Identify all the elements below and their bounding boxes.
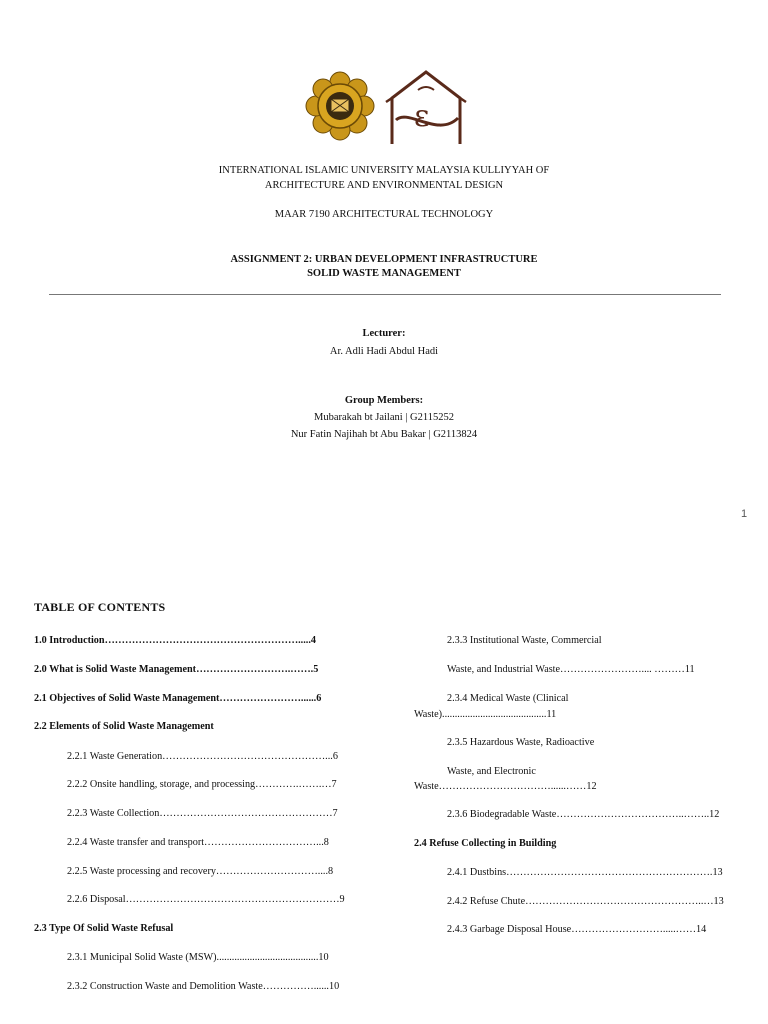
toc-entry: 2.2.3 Waste Collection……………………………………………7 (67, 808, 338, 819)
toc-entry: 1.0 Introduction………………………………………………….....4 (34, 635, 316, 646)
toc-entry: 2.3.6 Biodegradable Waste………………………………..……..12 (447, 809, 720, 820)
toc-entry: 2.2.5 Waste processing and recovery…………………………....8 (67, 866, 334, 877)
toc-entry: 2.4.2 Refuse Chute……………………………………………..…13 (447, 896, 724, 907)
toc-entry: 2.3.1 Municipal Solid Waste (MSW)........................................10 (67, 952, 329, 963)
toc-entry: 2.3.4 Medical Waste (Clinical (447, 693, 569, 704)
university-crest-icon (306, 72, 374, 140)
toc-entry: 2.1 Objectives of Solid Waste Management……………………......6 (34, 693, 322, 704)
toc-entry: Waste, and Industrial Waste…………………….... ………11 (447, 664, 695, 675)
toc-heading: TABLE OF CONTENTS (34, 600, 166, 614)
toc-entry: Waste, and Electronic (447, 766, 536, 777)
kulliyyah-house-logo-icon (386, 72, 466, 144)
toc-entry: 2.2 Elements of Solid Waste Management (34, 721, 214, 732)
toc-entry: 2.3.3 Institutional Waste, Commercial (447, 635, 602, 646)
toc-entry: 2.4.1 Dustbins…………………………………………………….13 (447, 867, 723, 878)
toc-entry: 2.3.5 Hazardous Waste, Radioactive (447, 737, 595, 748)
assignment-title-line1: ASSIGNMENT 2: URBAN DEVELOPMENT INFRASTRUCTURE (230, 254, 538, 265)
toc-entry: 2.4.3 Garbage Disposal House……………………….....……14 (447, 924, 707, 935)
toc-entry: 2.2.2 Onsite handling, storage, and processing………….…….…7 (67, 779, 337, 790)
toc-entry: 2.3 Type Of Solid Waste Refusal (34, 923, 174, 934)
assignment-title-line2: SOLID WASTE MANAGEMENT (307, 268, 461, 279)
toc-entry: 2.4 Refuse Collecting in Building (414, 838, 557, 849)
toc-entry: 2.3.2 Construction Waste and Demolition Waste……………......10 (67, 981, 340, 992)
logos (300, 66, 470, 146)
divider (49, 294, 721, 295)
lecturer-label: Lecturer: (362, 328, 406, 339)
toc-entry: 2.0 What is Solid Waste Management……………………….…….5 (34, 664, 319, 675)
toc-entry: 2.2.4 Waste transfer and transport……………………………...8 (67, 837, 329, 848)
university-name-line2: ARCHITECTURE AND ENVIRONMENTAL DESIGN (264, 180, 504, 191)
toc-entry: 2.2.6 Disposal………………………………………………………9 (67, 894, 345, 905)
university-name-line1: INTERNATIONAL ISLAMIC UNIVERSITY MALAYSIA KULLIYYAH OF (218, 165, 550, 176)
toc-entry: Waste).........................................11 (414, 709, 557, 720)
toc-entry: Waste……………………………......……12 (414, 781, 597, 792)
group-member-2: Nur Fatin Najihah bt Abu Bakar | G2113824 (290, 429, 478, 440)
group-member-1: Mubarakah bt Jailani | G2115252 (314, 412, 454, 423)
group-members-label: Group Members: (344, 395, 424, 406)
page-number: 1 (741, 508, 748, 520)
toc-entry: 2.2.1 Waste Generation…………………………………………...6 (67, 751, 338, 762)
lecturer-name: Ar. Adli Hadi Abdul Hadi (329, 346, 439, 357)
svg-text:ε: ε (414, 99, 430, 134)
course-title: MAAR 7190 ARCHITECTURAL TECHNOLOGY (274, 209, 494, 220)
